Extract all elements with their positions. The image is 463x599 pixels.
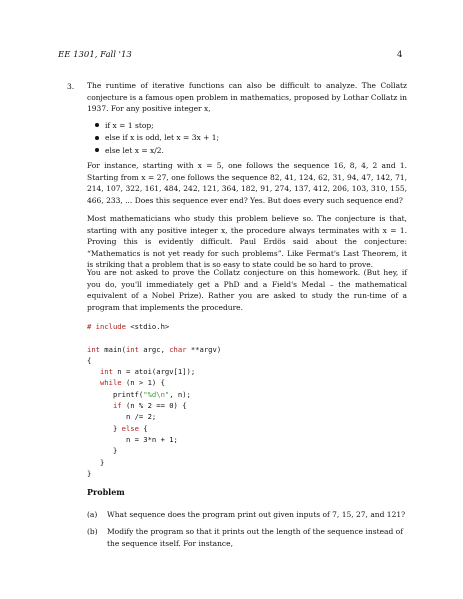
rule-item: else let x = x/2. (95, 144, 395, 157)
collatz-rules-list (95, 119, 395, 157)
example-paragraph: For instance, starting with x = 5, one follows the sequence 16, 8, 4, 2 and 1. Starting from x = 27, one follows the sequence 82, 41, 124, 62, 31, 94, 47, 142, 71, 214, 107, 322, 161, 484, 242, 121, 364, 182, 91, 274, 137, 412, 206, 103, 310, 155, 466, 233, ... Does this sequence ever end? Yes. But does every such sequence end? (87, 161, 407, 205)
task-paragraph: You are not asked to prove the Collatz conjecture on this homework. (But hey, if you do, you'll immediately get a PhD and a Field's Medal – the mathematical equivalent of a Nobel Prize). Rather you are asked to study the run-time of a program that implements the procedure. (87, 268, 407, 312)
question-number: 3. (67, 82, 75, 91)
bullet-icon (95, 123, 99, 127)
problem-heading: Problem (87, 487, 125, 497)
problem-item: (b) Modify the program so that it prints out the length of the sequence instead of the sequence itself. For instance, (87, 527, 403, 548)
intro-paragraph: The runtime of iterative functions can also be difficult to analyze. The Collatz conjecture is a famous open problem in mathematics, proposed by Lothar Collatz in 1937. For any positive integer x, (87, 81, 407, 113)
conjecture-paragraph: Most mathematicians who study this problem believe so. The conjecture is that, starting with any positive integer x, the procedure always terminates with x = 1. Proving this is evidently difficult. Paul Erdös said about the conjecture: “Mathematics is not yet ready for such problems”. Like Fermat's Last Theorem, it is striking that a problem that is so easy to state could be so hard to prove. (87, 214, 407, 269)
bullet-icon (95, 148, 99, 152)
bullet-icon (95, 136, 99, 140)
code-listing: # include <stdio.h> int main(int argc, char **argv) { int n = atoi(argv[1]); while (n > 1) { printf("%d\n", n); if (n % 2 == 0) { n /= 2; } else { n = 3*n + 1; } } } (87, 322, 222, 478)
rule-item: if x = 1 stop; (95, 119, 395, 132)
page-number: 4 (397, 50, 403, 60)
problem-item: (a) What sequence does the program print out given inputs of 7, 15, 27, and 121? (87, 510, 406, 519)
running-header: EE 1301, Fall '13 (58, 50, 132, 60)
rule-item: else if x is odd, let x = 3x + 1; (95, 132, 395, 145)
